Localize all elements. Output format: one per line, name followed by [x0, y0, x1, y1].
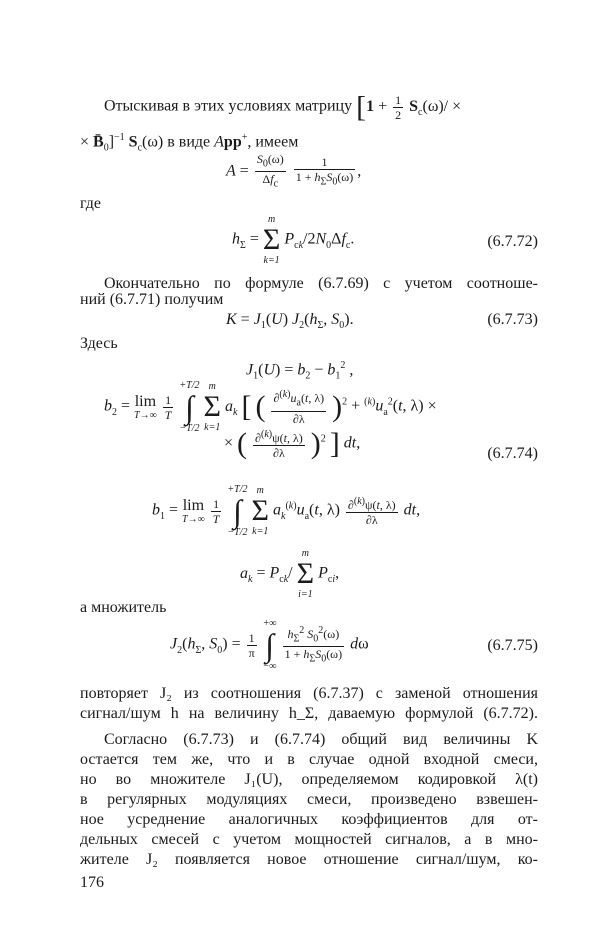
paragraph-line: сигнал/шум h на величину h_Σ, даваемую формулой (6.7.72).	[80, 705, 538, 722]
text-span: Отыскивая в этих условиях матрицу	[104, 97, 353, 115]
paragraph-line: но во множителе J₁(U), определяемом кодировкой λ(t)	[80, 771, 538, 788]
text-mnozh: а множитель	[80, 599, 167, 616]
equation-6-7-72: $h_\Sigma$ = m Σ k=1 $P_{ck}/2N_0\Delta f_c$.	[232, 214, 355, 266]
equation-6-7-75: $J_2(h_\Sigma$, $S_0$) = $\frac{1}{\pi}$ +∞ ∫ −∞ $\frac{h_\Sigma^2 S_0^2(\omega)}{1 + h_\Sigma S_0(\omega)}$ dω	[170, 618, 369, 672]
equation-number: (6.7.72)	[487, 233, 538, 250]
equation-number: (6.7.75)	[487, 637, 538, 654]
equation-6-7-73: $K = J_1(U)$ $J_2(h_\Sigma$, $S_0$).	[226, 311, 354, 332]
text-gde: где	[80, 195, 102, 212]
paragraph-line: Согласно (6.7.73) и (6.7.74) общий вид величины K	[104, 731, 538, 748]
equation-b2: $b_2 = \lim$ T→∞ $\frac{1}{T}$ +T/2 ∫ −T/2 m Σ k=1 $a_k$ [ ( $\frac{\partial^{(k)}u_a(t, \lambda)}{\partial\lambda}$ )$^2 + ^{(k)}u_a^2(t$, λ) ×	[104, 380, 437, 434]
equation-ak: $a_k = P_{ck}/$ m Σ i=1 $P_{ci}$,	[240, 548, 340, 600]
text-span: в виде	[167, 133, 211, 151]
equation-b1: $b_1 = \lim$ T→∞ $\frac{1}{T}$ +T/2 ∫ −T/2 m Σ k=1 $a_k^{(k)}u_a(t$, λ) $\frac{\partial^{(k)}\psi(t, \lambda)}{\partial\lambda}$ dt,	[152, 484, 421, 538]
paragraph-line: × $B̄_0]^{-1}$ $S_c(\omega)$ в виде App+, имеем	[80, 132, 299, 154]
equation-number: (6.7.73)	[487, 311, 538, 328]
equation-number: (6.7.74)	[487, 445, 538, 462]
page-number: 176	[80, 874, 104, 891]
paragraph-line: Окончательно по формуле (6.7.69) с учетом соотноше-	[104, 275, 538, 292]
equation-J1: $J_1(U) = b_2 - b_1^2$ ,	[246, 360, 354, 382]
paragraph-line: в регулярных модуляциях смеси, произведено взвешен-	[80, 791, 538, 808]
paragraph-line: остается тем же, что и в случае одной входной смеси,	[80, 751, 538, 768]
equation-b2-cont: × ( $\frac{\partial^{(k)}\psi(t, \lambda)}{\partial\lambda}$ )$^2$ ] dt,	[224, 427, 361, 460]
equation-A: A = $\frac{S_0(\omega)}{\Delta f_c}$ $\frac{1}{1 + h_\Sigma S_0(\omega)}$ ,	[226, 152, 362, 190]
paragraph-line: ний (6.7.71) получим	[80, 291, 224, 308]
text-zdes: Здесь	[80, 335, 118, 352]
paragraph-line: дельных смесей с учетом мощностей сигналов, а в мно-	[80, 831, 538, 848]
paragraph-line: повторяет J₂ из соотношения (6.7.37) с заменой отношения	[80, 685, 538, 702]
paragraph-line: жителе J₂ появляется новое отношение сигнал/шум, ко-	[80, 851, 538, 868]
text-span: , имеем	[247, 133, 299, 151]
paragraph-line	[104, 92, 538, 123]
matrix-expression: [1 + $\frac{1}{2}$ $S_c(\omega)/$ ×	[356, 90, 462, 123]
paragraph-line: ное усреднение аналогичных коэффициентов для от-	[80, 811, 538, 828]
